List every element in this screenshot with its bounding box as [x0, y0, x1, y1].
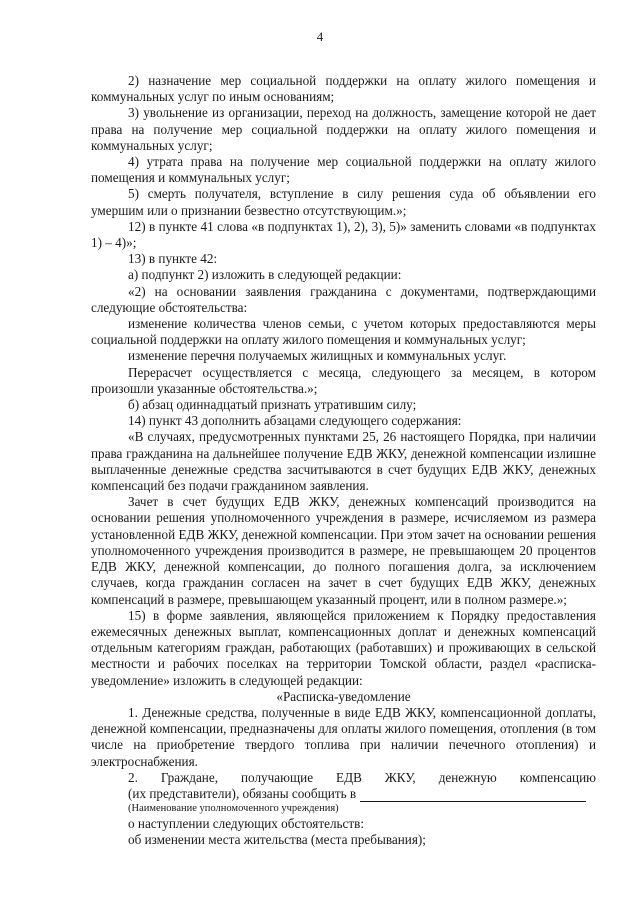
- paragraph: 14) пункт 43 дополнить абзацами следующего содержания:: [128, 413, 462, 429]
- paragraph: а) подпункт 2) изложить в следующей редакции:: [128, 267, 402, 283]
- paragraph: 4) утрата права на получение мер социальной поддержки на оплату жилого помещения и коммунальных услуг;: [91, 154, 596, 186]
- blank-caption: (Наименование уполномоченного учреждения): [128, 803, 339, 815]
- paragraph: 13) в пункте 42:: [128, 251, 218, 267]
- paragraph: изменение перечня получаемых жилищных и коммунальных услуг.: [128, 348, 507, 364]
- receipt-title: «Расписка-уведомление: [276, 688, 411, 704]
- paragraph: 2) назначение мер социальной поддержки на оплату жилого помещения и коммунальных услуг по иным основаниям;: [91, 73, 596, 105]
- page-number: 4: [316, 29, 324, 44]
- paragraph: изменение количества членов семьи, с учетом которых предоставляются меры социальной поддержки на оплату жилого помещения и коммунальных услуг;: [91, 316, 596, 348]
- blank-row: [91, 786, 596, 802]
- paragraph: б) абзац одиннадцатый признать утратившим силу;: [128, 397, 417, 413]
- paragraph: «2) на основании заявления гражданина с документами, подтверждающими следующие обстоятельства:: [91, 283, 596, 315]
- paragraph: 3) увольнение из организации, переход на должность, замещение которой не дает права на получение мер социальной поддержки на оплату жилого помещения и коммунальных услуг;: [91, 105, 596, 153]
- document-body: [91, 73, 596, 849]
- trailing-line: об изменении места жительства (места пребывания);: [128, 832, 426, 848]
- paragraph: 15) в форме заявления, являющейся приложением к Порядку предоставления ежемесячных денежных выплат, компенсационных доплат и денежных компенсаций отдельным категориям граждан, работающих (работавших) и проживающих в сельской местности и рабочих поселках на территории Томской области, раздел «расписка-уведомление» изложить в следующей редакции:: [91, 607, 596, 688]
- paragraph: Перерасчет осуществляется с месяца, следующего за месяцем, в котором произошли указанные обстоятельства.»;: [91, 364, 596, 396]
- paragraph: 12) в пункте 41 слова «в подпунктах 1), 2), 3), 5)» заменить словами «в подпунктах 1) – 4)»;: [91, 218, 596, 251]
- paragraph: «В случаях, предусмотренных пунктами 25, 26 настоящего Порядка, при наличии права гражданина на дальнейшее получение ЕДВ ЖКУ, денежной компенсации излишне выплаченные денежные средства засчитываются в счет будущих ЕДВ ЖКУ, денежных компенсаций без подачи гражданином заявления.: [91, 429, 596, 494]
- blank-line: [360, 788, 586, 802]
- paragraph: Зачет в счет будущих ЕДВ ЖКУ, денежных компенсаций производится на основании решения уполномоченного учреждения в размере, исчисляемом из размера установленной ЕДВ ЖКУ, денежной компенсации. При этом зачет на основании решения уполномоченного учреждения производится в размере, не превышающем 20 процентов ЕДВ ЖКУ, денежной компенсации, до полного погашения долга, за исключением случаев, когда гражданин согласен на зачет в счет будущих ЕДВ ЖКУ, денежных компенсаций в размере, превышающем указанный процент, или в полном размере.»;: [91, 494, 596, 607]
- paragraph: 5) смерть получателя, вступление в силу решения суда об объявлении его умершим или о признании безвестно отсутствующим.»;: [91, 186, 596, 218]
- receipt-item-2-line1: 2. Граждане, получающие ЕДВ ЖКУ, денежную компенсацию: [128, 769, 596, 785]
- receipt-item-2-line2: (их представители), обязаны сообщить в: [128, 785, 357, 801]
- trailing-line: о наступлении следующих обстоятельств:: [128, 816, 365, 832]
- receipt-item-1: 1. Денежные средства, полученные в виде ЕДВ ЖКУ, компенсационной доплаты, денежной компенсации, предназначены для оплаты жилого помещения, отопления (в том числе на приобретение твердого топлива при наличии печечного отопления) и электроснабжения.: [91, 704, 596, 769]
